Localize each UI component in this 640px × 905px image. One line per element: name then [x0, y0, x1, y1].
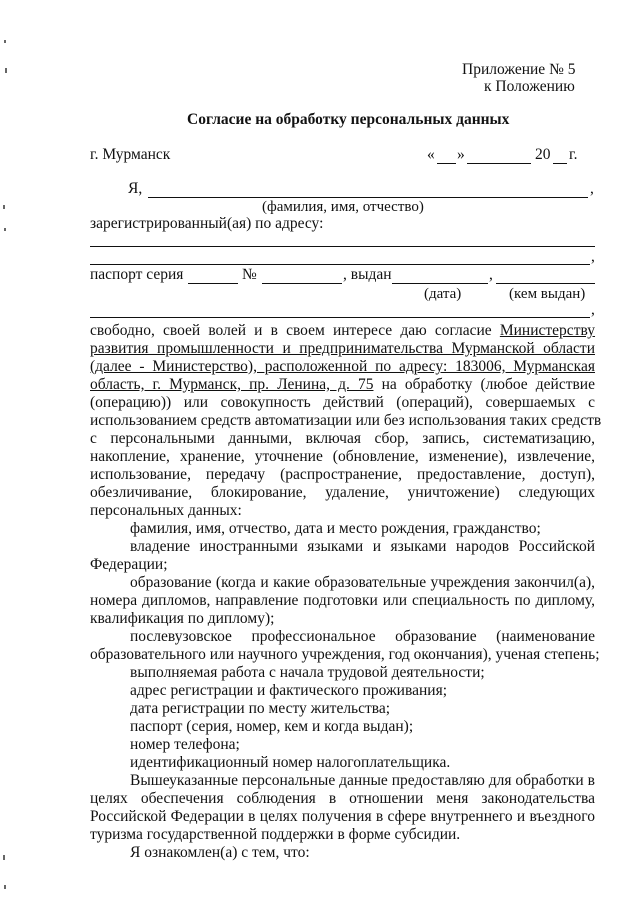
- date-year-prefix: 20: [535, 146, 551, 163]
- passport-issuer-blank[interactable]: [496, 283, 595, 284]
- issuer-blank-2[interactable]: [90, 317, 590, 318]
- consent-line-4: область, г. Мурманск, пр. Ленина, д. 75 на обработку (любое действие: [90, 376, 595, 393]
- address-comma: ,: [591, 248, 595, 265]
- scan-mark: [3, 855, 5, 860]
- date-month-blank[interactable]: [467, 163, 531, 164]
- fullname-comma: ,: [590, 180, 594, 197]
- address-blank-2[interactable]: [90, 264, 590, 265]
- date-open-quote: «: [427, 146, 435, 163]
- appendix-number: Приложение № 5: [462, 61, 576, 78]
- item-tin: идентификационный номер налогоплательщика.: [130, 754, 451, 771]
- date-day-blank[interactable]: [437, 163, 456, 164]
- passport-number-blank[interactable]: [262, 283, 342, 284]
- consent-line-1: свободно, своей волей и в своем интересе даю согласие Министерству: [90, 322, 596, 339]
- item-phone: номер телефона;: [130, 736, 240, 753]
- consent-line-8: накопление, хранение, уточнение (обновление, изменение), извлечение,: [90, 448, 595, 465]
- item-registration-date: дата регистрации по месту жительства;: [130, 700, 391, 717]
- item-work: выполняемая работа с начала трудовой деятельности;: [130, 664, 485, 681]
- city: г. Мурманск: [90, 146, 171, 163]
- consent-line-3: (далее - Министерство), расположенной по адресу: 183006, Мурманская: [90, 358, 595, 375]
- item-languages: владение иностранными языками и языками народов Российской: [130, 538, 595, 555]
- item-education: образование (когда и какие образовательные учреждения закончил(а),: [130, 574, 595, 591]
- purpose-line-4: туризма государственной поддержки в форме субсидии.: [90, 826, 461, 843]
- item-education-cont-2: квалификация по диплому);: [90, 610, 275, 627]
- passport-number-sign: №: [242, 266, 257, 283]
- purpose-line-1: Вышеуказанные персональные данные предоставляю для обработки в: [130, 772, 595, 789]
- consent-line-9: использование, передачу (распространение, предоставление, доступ),: [90, 466, 595, 483]
- consent-line-5: (операцию)) или совокупность действий (операций), совершаемых с: [90, 394, 595, 411]
- consent-line-6: использованием средств автоматизации или без использования таких средств: [90, 412, 602, 429]
- date-year-blank[interactable]: [553, 163, 567, 164]
- issuer-comma: ,: [591, 301, 595, 318]
- regulation-reference: к Положению: [484, 78, 575, 95]
- item-passport: паспорт (серия, номер, кем и когда выдан);: [130, 718, 414, 735]
- consent-line-10: обезличивание, блокирование, удаление, уничтожение) следующих: [90, 484, 595, 501]
- item-languages-cont: Федерации;: [90, 556, 168, 573]
- passport-series-label: паспорт серия: [90, 266, 184, 283]
- date-close-quote: »: [457, 146, 465, 163]
- scan-mark: [4, 228, 6, 231]
- passport-issuer-caption: (кем выдан): [509, 286, 586, 302]
- item-address: адрес регистрации и фактического проживания;: [130, 682, 448, 699]
- scan-mark: [3, 205, 5, 209]
- passport-issued-label: , выдан: [343, 266, 392, 283]
- passport-date-caption: (дата): [424, 286, 462, 302]
- registered-address-label: зарегистрированный(ая) по адресу:: [90, 215, 324, 232]
- passport-series-blank[interactable]: [188, 283, 238, 284]
- item-postgraduate-cont: образовательного или научного учреждения, год окончания), ученая степень;: [90, 646, 600, 663]
- consent-line-11: персональных данных:: [90, 502, 242, 519]
- passport-date-blank[interactable]: [392, 283, 488, 284]
- fullname-caption: (фамилия, имя, отчество): [262, 199, 424, 215]
- scan-mark: [4, 40, 6, 43]
- item-postgraduate: послевузовское профессиональное образование (наименование: [130, 628, 595, 645]
- item-name-birth: фамилия, имя, отчество, дата и место рождения, гражданство;: [130, 520, 541, 537]
- consent-line-2: развития промышленности и предпринимательства Мурманской области: [90, 340, 595, 357]
- item-education-cont: номера дипломов, направление подготовки или специальность по диплому,: [90, 592, 595, 609]
- scan-mark: [4, 885, 6, 889]
- passport-comma: ,: [489, 266, 493, 283]
- acknowledged-line: Я ознакомлен(а) с тем, что:: [130, 844, 310, 861]
- date-year-suffix: г.: [569, 146, 578, 163]
- document-title: Согласие на обработку персональных данных: [187, 111, 510, 128]
- i-label: Я,: [128, 180, 143, 197]
- consent-line-7: с персональными данными, включая сбор, запись, систематизацию,: [90, 430, 595, 447]
- scan-mark: [5, 68, 7, 73]
- purpose-line-3: Российской Федерации в целях получения в сфере внутреннего и въездного: [90, 808, 595, 825]
- address-blank-1[interactable]: [90, 246, 595, 247]
- purpose-line-2: целях обеспечения соблюдения в отношении меня законодательства: [90, 790, 595, 807]
